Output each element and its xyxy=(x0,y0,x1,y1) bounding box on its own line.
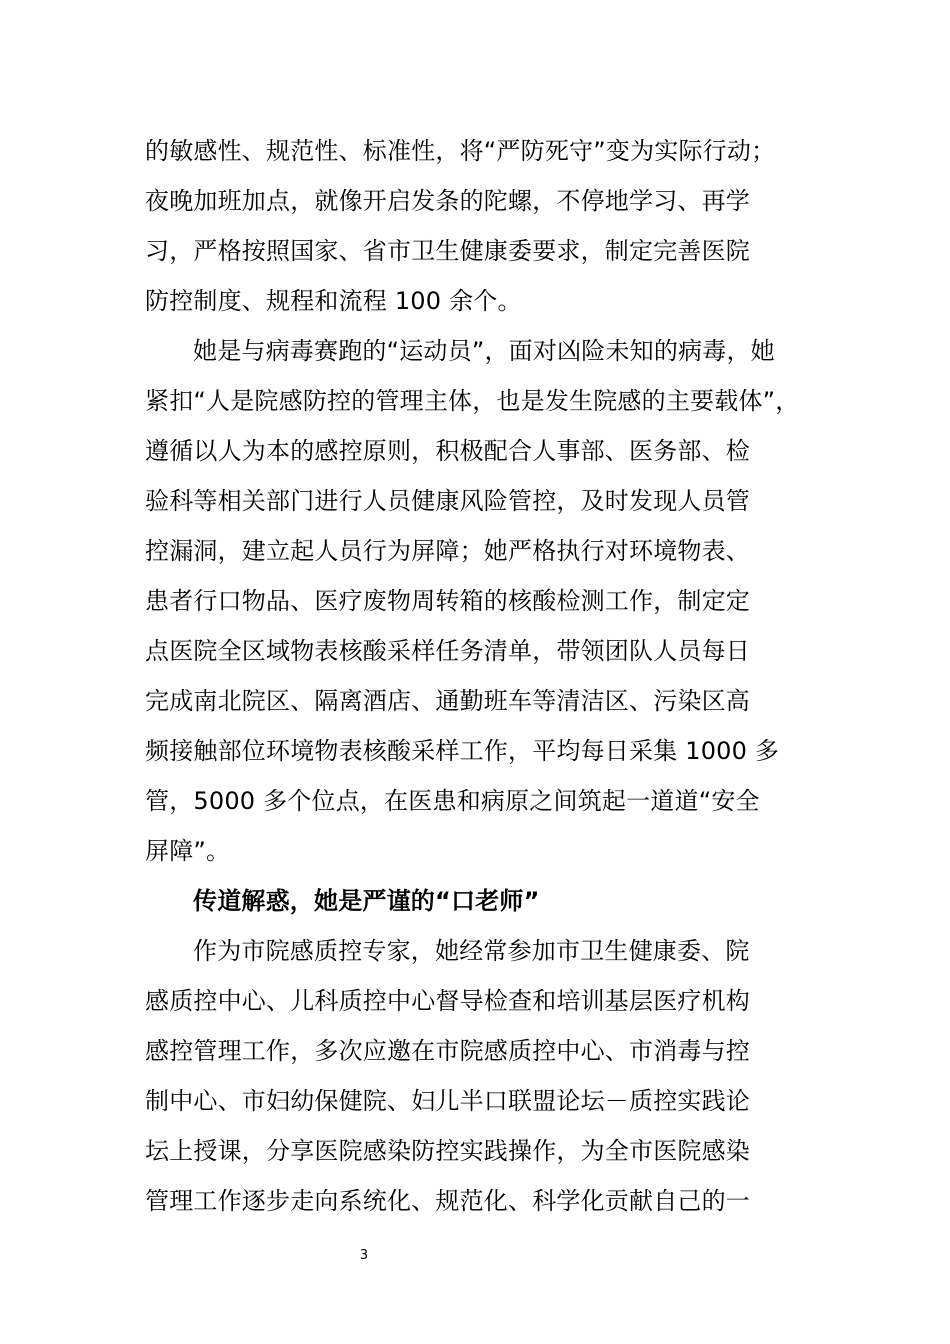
paragraph-1-line-1: 的敏感性、规范性、标准性，将“严防死守”变为实际行动； xyxy=(145,137,776,165)
paragraph-1-line-4: 防控制度、规程和流程 100 余个。 xyxy=(145,287,522,315)
paragraph-2-line-5: 控漏洞，建立起人员行为屏障；她严格执行对环境物表、 xyxy=(145,537,750,565)
paragraph-1-line-3: 习，严格按照国家、省市卫生健康委要求，制定完善医院 xyxy=(145,237,750,265)
paragraph-2-line-9: 频接触部位环境物表核酸采样工作，平均每日采集 1000 多 xyxy=(145,737,780,765)
paragraph-3-line-3: 感控管理工作，多次应邀在市院感质控中心、市消毒与控 xyxy=(145,1037,750,1065)
paragraph-2-line-4: 验科等相关部门进行人员健康风险管控，及时发现人员管 xyxy=(145,487,750,515)
paragraph-2-line-10: 管，5000 多个位点，在医患和病原之间筑起一道道“安全 xyxy=(145,787,760,815)
paragraph-2-line-1: 她是与病毒赛跑的“运动员”，面对凶险未知的病毒，她 xyxy=(193,337,775,365)
paragraph-2-line-6: 患者行口物品、医疗废物周转箱的核酸检测工作，制定定 xyxy=(145,587,750,615)
paragraph-2-line-11: 屏障”。 xyxy=(145,837,231,865)
page-number: 3 xyxy=(359,1248,369,1263)
paragraph-2-line-2: 紧扣“人是院感防控的管理主体，也是发生院感的主要载体”， xyxy=(145,387,800,415)
paragraph-2-line-8: 完成南北院区、隔离酒店、通勤班车等清洁区、污染区高 xyxy=(145,687,750,715)
paragraph-2-line-7: 点医院全区域物表核酸采样任务清单，带领团队人员每日 xyxy=(145,637,750,665)
paragraph-3-line-5: 坛上授课，分享医院感染防控实践操作，为全市医院感染 xyxy=(145,1137,750,1165)
paragraph-3-line-6: 管理工作逐步走向系统化、规范化、科学化贡献自己的一 xyxy=(145,1187,750,1215)
paragraph-3-line-1: 作为市院感质控专家，她经常参加市卫生健康委、院 xyxy=(193,937,750,965)
paragraph-1-line-2: 夜晚加班加点，就像开启发条的陀螺，不停地学习、再学 xyxy=(145,187,750,215)
section-heading: 传道解惑，她是严谨的“口老师” xyxy=(193,887,540,915)
paragraph-3-line-4: 制中心、市妇幼保健院、妇儿半口联盟论坛－质控实践论 xyxy=(145,1087,750,1115)
paragraph-2-line-3: 遵循以人为本的感控原则，积极配合人事部、医务部、检 xyxy=(145,437,750,465)
paragraph-3-line-2: 感质控中心、儿科质控中心督导检查和培训基层医疗机构 xyxy=(145,987,750,1015)
